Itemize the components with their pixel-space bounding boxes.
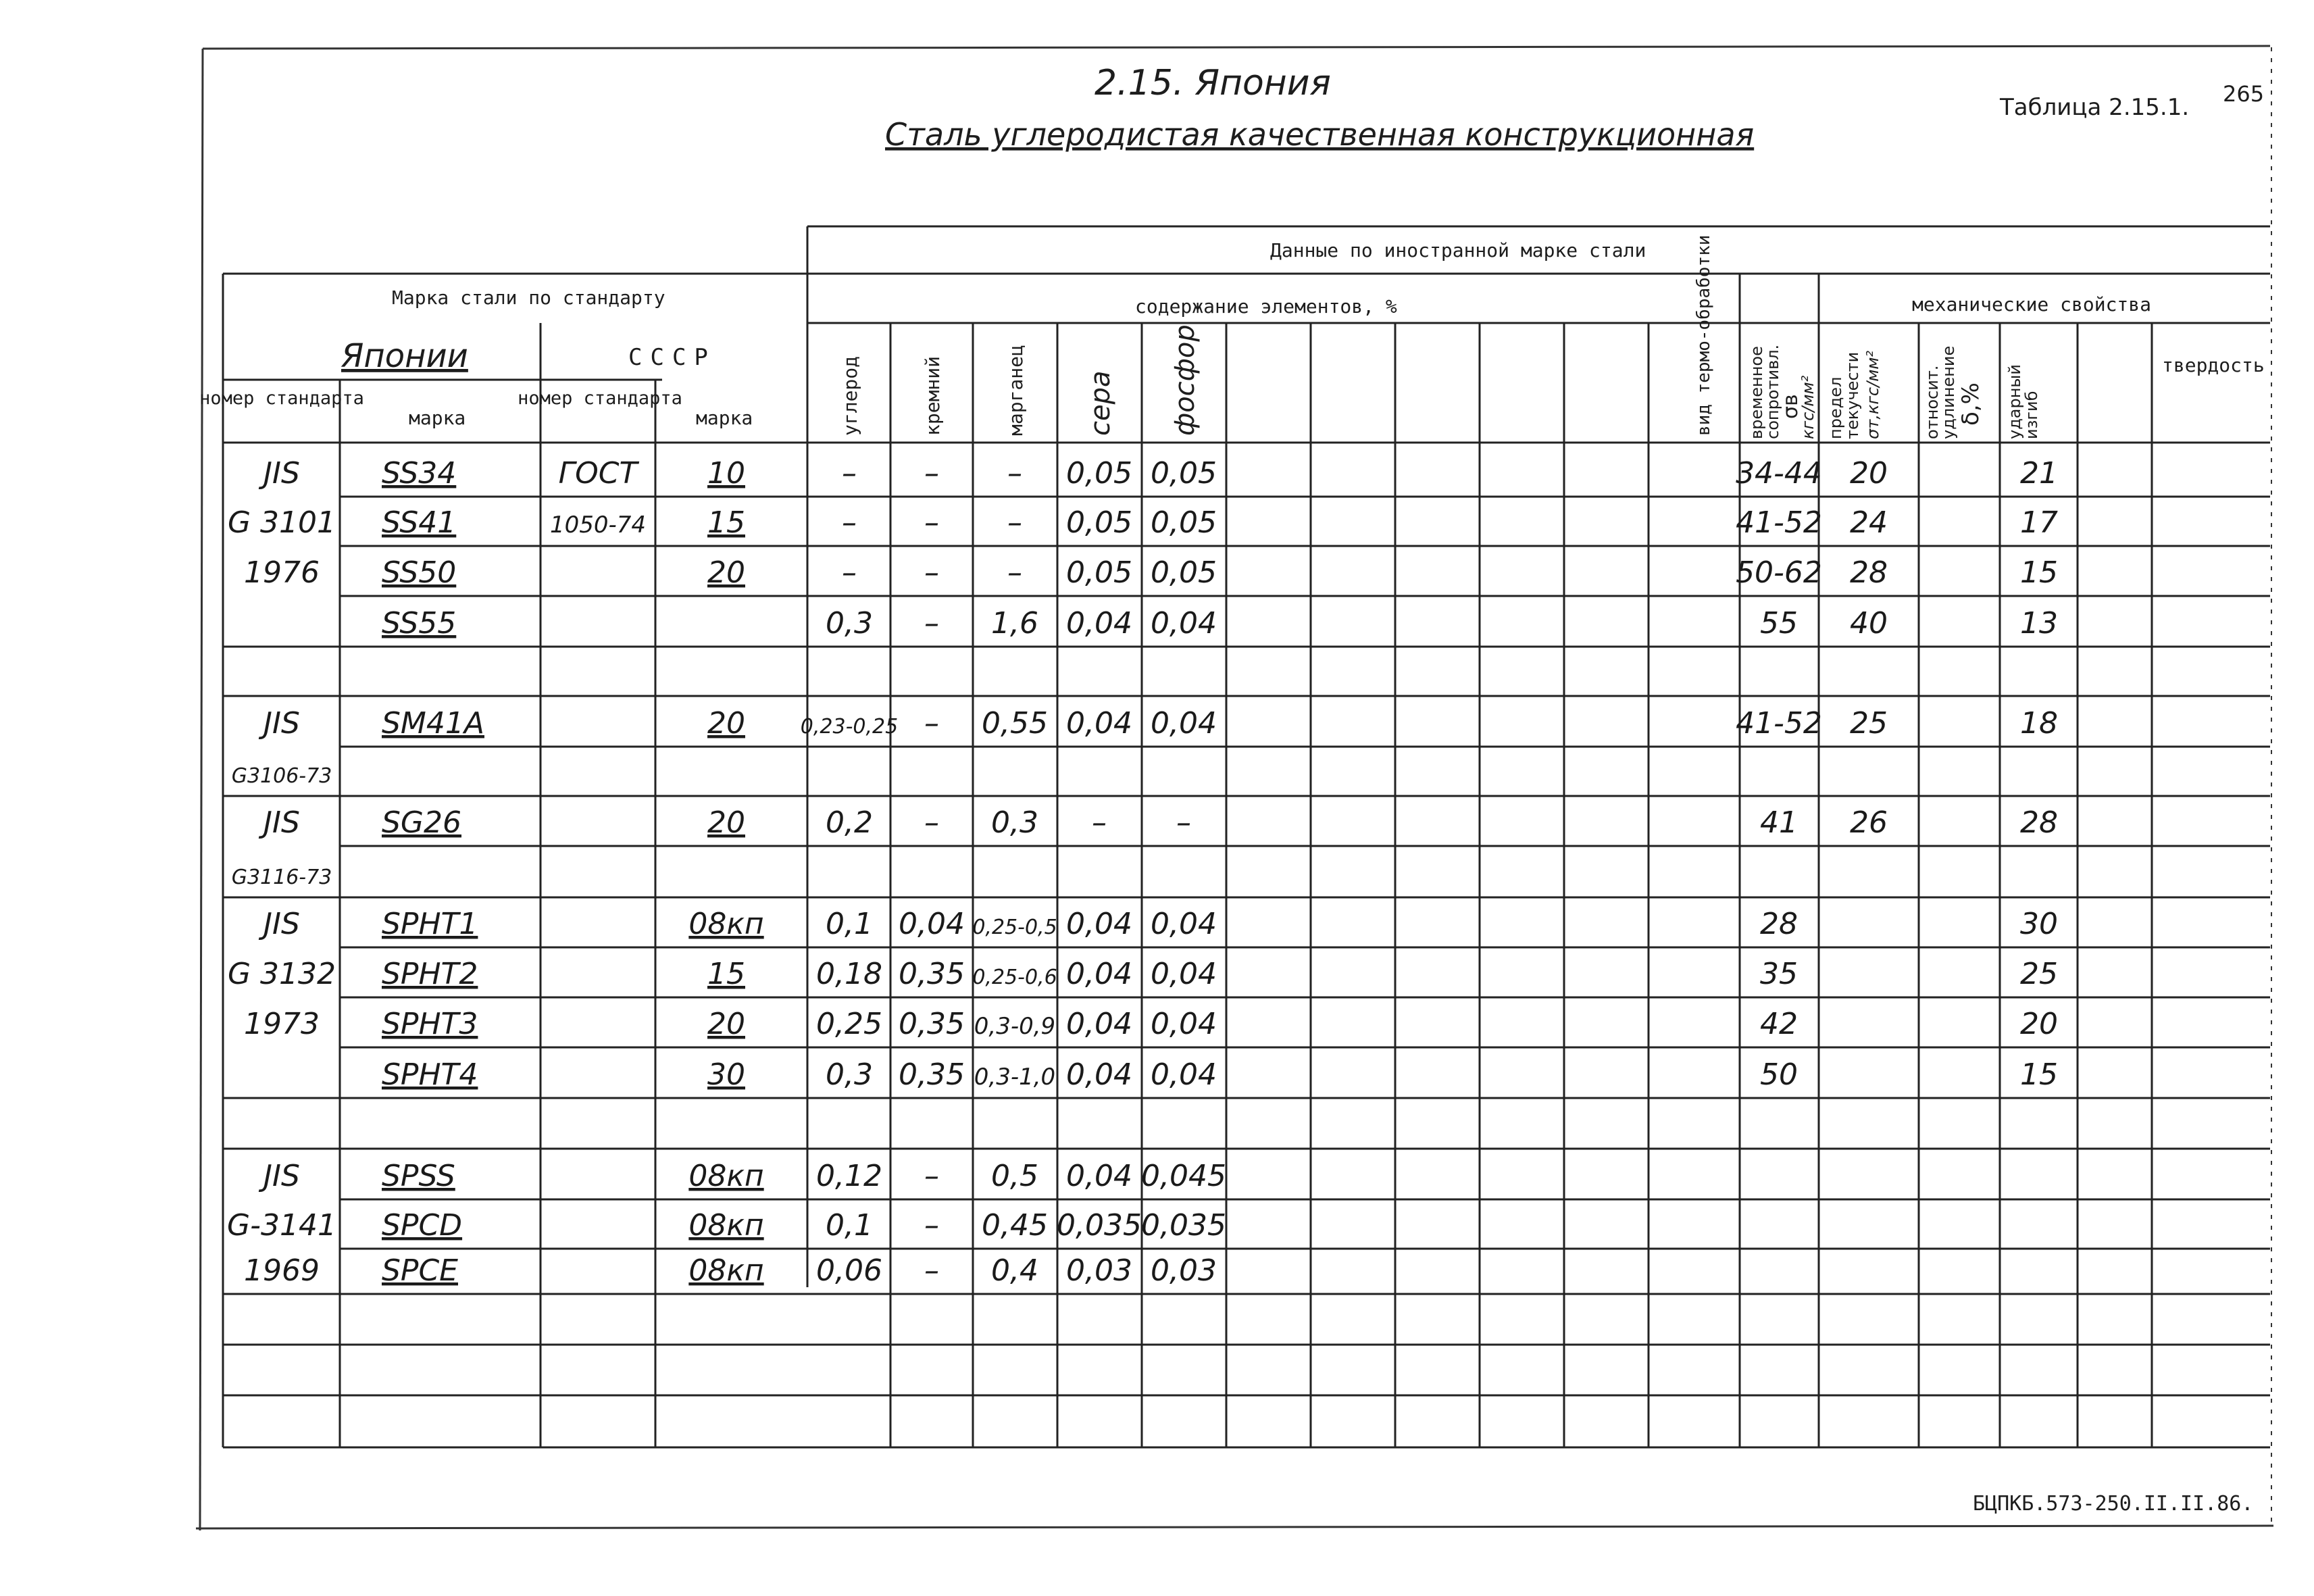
cell-ussr-grade: 15: [707, 505, 745, 540]
cell-grade: SS41: [382, 505, 457, 540]
header-hardness: твердость: [2162, 354, 2265, 376]
cell-tensile: 28: [1760, 907, 1798, 941]
cell-silicon: –: [924, 1159, 939, 1193]
header-grade-by-standard: Марка стали по стандарту: [392, 286, 665, 309]
cell-elongation: 15: [2020, 555, 2058, 590]
header-tensile-1: временное: [1747, 346, 1766, 439]
header-std-number-ussr: номер стандарта: [518, 388, 682, 409]
cell-tensile: 34-44: [1736, 456, 1822, 491]
cell-sulfur: 0,04: [1066, 907, 1132, 941]
cell-elongation: 21: [2020, 456, 2058, 491]
cell-manganese: 0,3: [991, 805, 1038, 840]
table-row: [232, 764, 332, 788]
cell-carbon: –: [842, 555, 857, 590]
table-row: [258, 1159, 1226, 1193]
cell-ussr-grade: 08кп: [688, 907, 764, 941]
cell-elongation: 30: [2020, 907, 2058, 941]
header-ussr: СССР: [628, 344, 716, 371]
cell-ussr-grade: 08кп: [688, 1159, 764, 1193]
cell-silicon: –: [924, 805, 939, 840]
cell-phosphorus: 0,05: [1151, 555, 1217, 590]
cell-std-number: 1973: [244, 1007, 320, 1041]
cell-manganese: 0,3-0,9: [974, 1013, 1056, 1040]
header-elong-1: относит.: [1923, 365, 1942, 439]
header-tensile-2: сопротивл.: [1763, 344, 1782, 439]
cell-manganese: 0,55: [982, 706, 1048, 741]
cell-std-number: JIS: [263, 1159, 300, 1193]
header-sulfur: сера: [1085, 370, 1116, 436]
cell-manganese: –: [1007, 555, 1022, 590]
cell-elongation: 28: [2020, 805, 2058, 840]
cell-phosphorus: 0,05: [1151, 505, 1217, 540]
table-label: Таблица 2.15.1.: [2000, 94, 2190, 121]
cell-elongation: 13: [2020, 606, 2058, 641]
section-title: 2.15. Япония: [1095, 63, 1331, 103]
header-elong-3: δ,%: [1957, 382, 1984, 426]
cell-manganese: 0,5: [991, 1159, 1038, 1193]
cell-std-number: G3106-73: [231, 764, 332, 788]
cell-sulfur: 0,05: [1066, 505, 1132, 540]
header-element-content: содержание элементов, %: [1135, 295, 1397, 318]
cell-silicon: –: [924, 505, 939, 540]
cell-std-number: JIS: [263, 706, 300, 741]
header-tensile-3: σв: [1779, 394, 1803, 419]
cell-std-number: G 3101: [227, 505, 336, 540]
cell-silicon: 0,04: [899, 907, 965, 941]
cell-carbon: 0,23-0,25: [800, 715, 899, 739]
cell-sulfur: 0,04: [1066, 1159, 1132, 1193]
cell-phosphorus: 0,04: [1151, 1007, 1217, 1041]
cell-sulfur: 0,05: [1066, 555, 1132, 590]
cell-sulfur: 0,04: [1066, 606, 1132, 641]
header-silicon: кремний: [922, 355, 944, 436]
cell-tensile: 41: [1760, 805, 1798, 840]
cell-elongation: 20: [2020, 1007, 2058, 1041]
cell-ussr-grade: 15: [707, 957, 745, 991]
cell-grade: SPCD: [382, 1208, 463, 1243]
cell-phosphorus: 0,04: [1151, 1057, 1217, 1092]
cell-silicon: –: [924, 1208, 939, 1243]
cell-yield: 20: [1850, 456, 1888, 491]
cell-yield: 26: [1850, 805, 1888, 840]
table-row: [232, 866, 332, 889]
cell-manganese: 0,3-1,0: [974, 1064, 1056, 1091]
cell-silicon: –: [924, 606, 939, 641]
cell-std-number: JIS: [263, 456, 300, 491]
header-yield-3: σт,кгс/мм²: [1863, 350, 1882, 439]
cell-carbon: 0,3: [826, 1057, 873, 1092]
cell-ussr-grade: 20: [707, 706, 745, 741]
cell-sulfur: 0,04: [1066, 957, 1132, 991]
cell-tensile: 55: [1760, 606, 1798, 641]
header-phosphorus: фосфор: [1169, 324, 1201, 436]
cell-sulfur: 0,04: [1066, 1057, 1132, 1092]
cell-grade: SG26: [382, 805, 462, 840]
cell-tensile: 41-52: [1736, 505, 1822, 540]
cell-elongation: 18: [2020, 706, 2058, 741]
cell-ussr-grade: 08кп: [688, 1253, 764, 1288]
cell-ussr-std: 1050-74: [549, 512, 647, 539]
header-yield-1: предел: [1826, 376, 1845, 439]
cell-std-number: JIS: [263, 805, 300, 840]
cell-yield: 40: [1850, 606, 1888, 641]
header-tensile-4: кгс/мм²: [1799, 375, 1817, 439]
cell-silicon: –: [924, 706, 939, 741]
cell-elongation: 15: [2020, 1057, 2058, 1092]
cell-phosphorus: 0,05: [1151, 456, 1217, 491]
cell-carbon: –: [842, 505, 857, 540]
cell-grade: SS55: [382, 606, 457, 641]
cell-carbon: 0,12: [816, 1159, 882, 1193]
footer-code: БЦПКБ.573-250.II.II.86.: [1973, 1492, 2254, 1516]
page-number: 265: [2223, 81, 2265, 107]
cell-std-number: G-3141: [227, 1208, 336, 1243]
cell-manganese: –: [1007, 456, 1022, 491]
cell-ussr-grade: 08кп: [688, 1208, 764, 1243]
cell-grade: SPHT3: [382, 1007, 478, 1041]
header-carbon: углерод: [839, 355, 861, 436]
cell-carbon: –: [842, 456, 857, 491]
cell-ussr-grade: 20: [707, 805, 745, 840]
cell-manganese: 0,25-0,6: [972, 966, 1057, 989]
cell-grade: SM41A: [382, 706, 484, 741]
cell-sulfur: 0,03: [1066, 1253, 1132, 1288]
header-impact-1: ударный: [2005, 364, 2024, 439]
cell-phosphorus: –: [1176, 805, 1191, 840]
cell-phosphorus: 0,04: [1151, 606, 1217, 641]
cell-manganese: 0,45: [982, 1208, 1048, 1243]
cell-ussr-grade: 10: [707, 456, 745, 491]
cell-phosphorus: 0,03: [1151, 1253, 1217, 1288]
cell-yield: 28: [1850, 555, 1888, 590]
cell-grade: SS50: [382, 555, 457, 590]
header-japan: Японии: [341, 337, 468, 375]
cell-manganese: 0,4: [991, 1253, 1038, 1288]
cell-std-number: 1976: [244, 555, 320, 590]
cell-yield: 24: [1850, 505, 1888, 540]
cell-elongation: 17: [2020, 505, 2058, 540]
cell-sulfur: 0,05: [1066, 456, 1132, 491]
cell-grade: SPHT2: [382, 957, 478, 991]
cell-manganese: –: [1007, 505, 1022, 540]
cell-sulfur: 0,04: [1066, 1007, 1132, 1041]
cell-sulfur: 0,035: [1057, 1208, 1142, 1243]
cell-carbon: 0,25: [816, 1007, 882, 1041]
header-yield-2: текучести: [1843, 351, 1862, 439]
cell-silicon: 0,35: [899, 1057, 965, 1092]
cell-std-number: G 3132: [227, 957, 336, 991]
cell-phosphorus: 0,04: [1151, 907, 1217, 941]
cell-silicon: 0,35: [899, 1007, 965, 1041]
cell-carbon: 0,2: [826, 805, 873, 840]
cell-carbon: 0,1: [826, 1208, 873, 1243]
cell-carbon: 0,06: [816, 1253, 882, 1288]
cell-grade: SPSS: [382, 1159, 455, 1193]
header-grade-japan: марка: [409, 407, 466, 429]
header-manganese: марганец: [1005, 345, 1027, 436]
cell-phosphorus: 0,04: [1151, 957, 1217, 991]
header-foreign-data: Данные по иностранной марке стали: [1270, 239, 1646, 261]
cell-grade: SPHT4: [382, 1057, 478, 1092]
cell-std-number: JIS: [263, 907, 300, 941]
cell-manganese: 0,25-0,5: [972, 916, 1057, 939]
cell-std-number: G3116-73: [231, 866, 332, 889]
cell-carbon: 0,18: [816, 957, 882, 991]
cell-tensile: 42: [1760, 1007, 1798, 1041]
cell-tensile: 50-62: [1736, 555, 1822, 590]
cell-manganese: 1,6: [991, 606, 1038, 641]
cell-sulfur: –: [1092, 805, 1107, 840]
cell-sulfur: 0,04: [1066, 706, 1132, 741]
cell-silicon: –: [924, 555, 939, 590]
table-row: [244, 1253, 1217, 1288]
cell-silicon: –: [924, 456, 939, 491]
cell-tensile: 50: [1760, 1057, 1798, 1092]
cell-phosphorus: 0,04: [1151, 706, 1217, 741]
header-impact-2: изгиб: [2022, 391, 2041, 439]
cell-std-number: 1969: [244, 1253, 320, 1288]
cell-phosphorus: 0,045: [1141, 1159, 1226, 1193]
cell-carbon: 0,1: [826, 907, 873, 941]
cell-elongation: 25: [2020, 957, 2058, 991]
cell-phosphorus: 0,035: [1141, 1208, 1226, 1243]
header-mech-props: механические свойства: [1912, 293, 2152, 316]
header-grade-ussr: марка: [696, 407, 753, 429]
header-elong-2: удлинение: [1939, 345, 1958, 439]
header-std-number-japan: номер стандарта: [199, 388, 364, 409]
cell-ussr-grade: 20: [707, 555, 745, 590]
cell-grade: SS34: [382, 456, 457, 491]
header-heat-treatment: вид термо-обработки: [1694, 234, 1714, 436]
cell-silicon: –: [924, 1253, 939, 1288]
cell-silicon: 0,35: [899, 957, 965, 991]
cell-ussr-grade: 20: [707, 1007, 745, 1041]
subtitle: Сталь углеродистая качественная конструкционная: [885, 116, 1755, 153]
cell-ussr-std: ГОСТ: [558, 456, 638, 491]
cell-grade: SPHT1: [382, 907, 478, 941]
cell-yield: 25: [1850, 706, 1888, 741]
cell-grade: SPCE: [382, 1253, 458, 1288]
cell-ussr-grade: 30: [707, 1057, 745, 1092]
cell-tensile: 35: [1760, 957, 1798, 991]
cell-carbon: 0,3: [826, 606, 873, 641]
cell-tensile: 41-52: [1736, 706, 1822, 741]
